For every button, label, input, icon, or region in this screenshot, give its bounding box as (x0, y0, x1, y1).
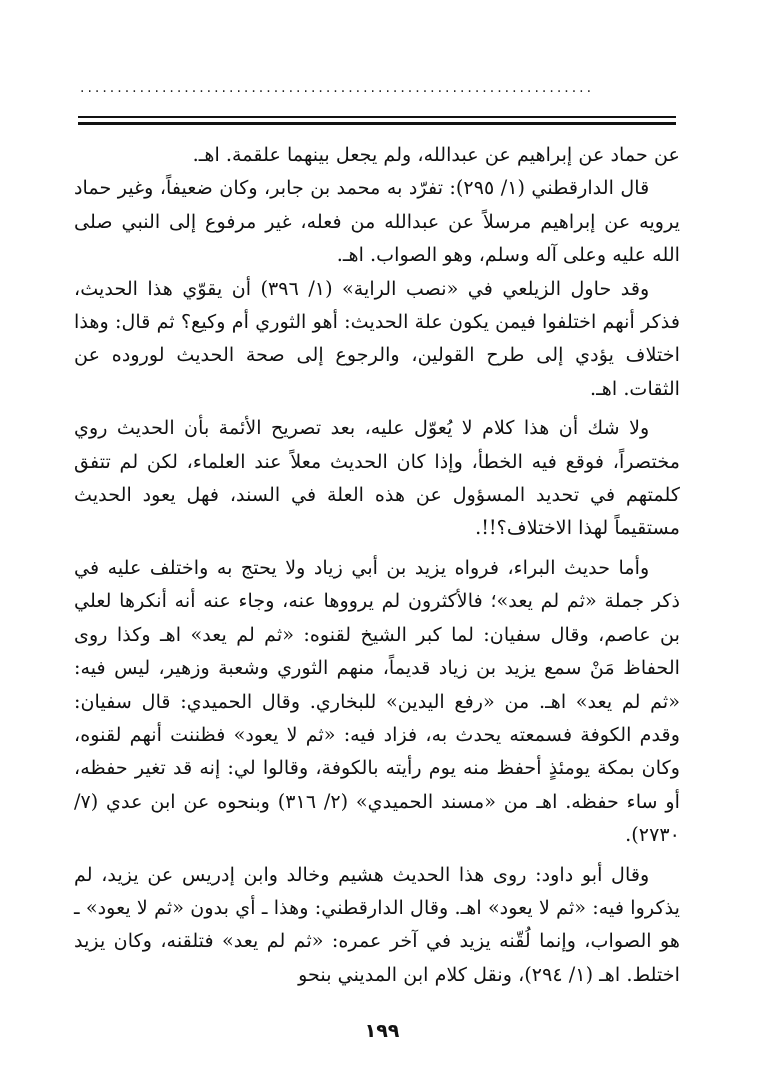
header-rule-thick (78, 122, 676, 125)
body-text (74, 138, 680, 991)
paragraph: وقال أبو داود: روى هذا الحديث هشيم وخالد وابن إدريس عن يزيد، لم يذكروا فيه: «ثم لا يعود» اهـ. وقال الدارقطني: وهذا ـ أي بدون «ثم لا يعود» ـ هو الصواب، وإنما لُقّنه يزيد في آخر عمره: «ثم لم يعد» فتلقنه، وكان يزيد اختلط. اهـ (١/ ٢٩٤)، ونقل كلام ابن المديني بنحو (74, 862, 680, 986)
page-number: ١٩٩ (364, 1020, 400, 1042)
paragraph: ولا شك أن هذا كلام لا يُعوّل عليه، بعد تصريح الأئمة بأن الحديث روي مختصراً، فوقع فيه الخطأ، وإذا كان الحديث معلاً عند العلماء، لكن لم تتفق كلمتهم في تحديد المسؤول عن هذه العلة في السند، فهل يعود الحديث مستقيماً لهذا الاختلاف؟!!. (74, 416, 680, 540)
paragraph: وأما حديث البراء، فرواه يزيد بن أبي زياد ولا يحتج به واختلف عليه في ذكر جملة «ثم لم يعد»؛ فالأكثرون لم يرووها عنه، وجاء عنه أنه أنكرها لعلي بن عاصم، وقال سفيان: لما كبر الشيخ لقنوه: «ثم لم يعد» اهـ وكذا روى الحفاظ مَنْ سمع يزيد بن زياد قديماً، منهم الثوري وشعبة وزهير، ليس فيه: «ثم لم يعد» اهـ. من «رفع اليدين» للبخاري. وقال الحميدي: قال سفيان: وقدم الكوفة فسمعته يحدث به، فزاد فيه: «ثم لا يعود» فظننت أنهم لقنوه، وكان بمكة يومئذٍ أحفظ منه يوم رأيته بالكوفة، وقالوا لي: إنه قد تغير حفظه، أو ساء حفظه. اهـ من «مسند الحميدي» (٢/ ٣١٦) وبنحوه عن ابن عدي (٧/ ٢٧٣٠). (74, 555, 680, 847)
paragraph: وقد حاول الزيلعي في «نصب الراية» (١/ ٣٩٦) أن يقوّي هذا الحديث، فذكر أنهم اختلفوا فيمن يكون علة الحديث: أهو الثوري أم وكيع؟ ثم قال: وهذا اختلاف يؤدي إلى طرح القولين، والرجوع إلى صحة الحديث لوروده عن الثقات. اهـ. (74, 276, 680, 400)
header-rule-thin (78, 116, 676, 118)
paragraph: عن حماد عن إبراهيم عن عبدالله، ولم يجعل بينهما علقمة. اهـ. (192, 143, 680, 166)
paragraph: قال الدارقطني (١/ ٢٩٥): تفرّد به محمد بن جابر، وكان ضعيفاً، وغير حماد يرويه عن إبراهيم مرسلاً عن عبدالله من فعله، غير مرفوع إلى النبي صلى الله عليه وعلى آله وسلم، وهو الصواب. اهـ. (74, 176, 680, 267)
header-dotted-line: ..................................................................... (80, 80, 595, 96)
